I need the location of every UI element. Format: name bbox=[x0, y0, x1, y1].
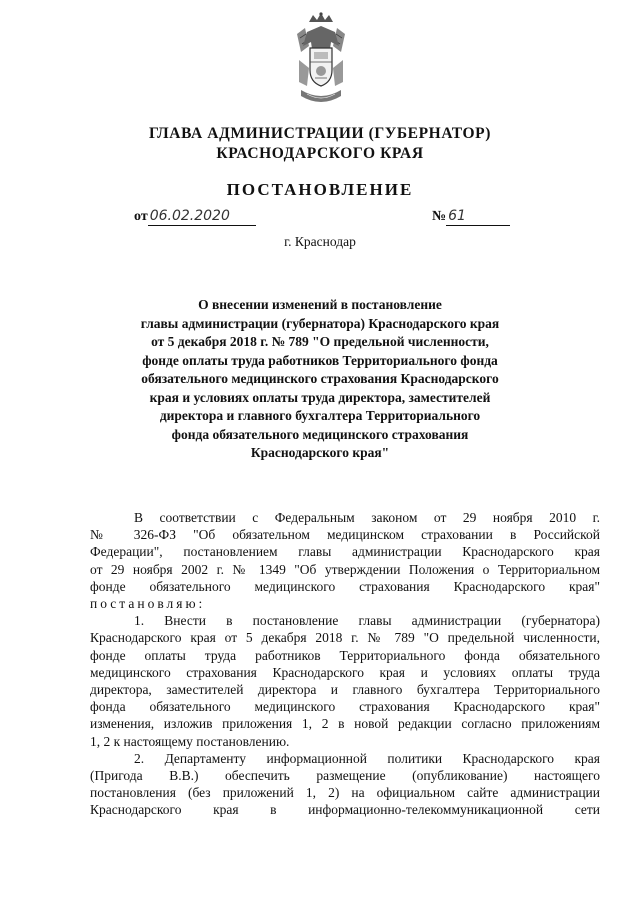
body-line: фонда обязательного медицинского страхования Краснодарского края" bbox=[90, 699, 600, 715]
title-line: фонде оплаты труда работников Территориального фонда bbox=[142, 352, 498, 368]
body-line: от 29 ноября 2002 г. № 1349 "Об утверждении Положения о Территориальном bbox=[90, 561, 600, 577]
body-line: фонде обязательного медицинского страхования Краснодарского края" bbox=[90, 578, 600, 594]
body-line: 1. Внести в постановление главы администрации (губернатора) bbox=[134, 613, 600, 629]
body-line: № 326-ФЗ "Об обязательном медицинском страховании в Российской bbox=[90, 527, 600, 543]
title-line: фонда обязательного медицинского страхования bbox=[171, 426, 469, 442]
body-line: медицинского страхования Краснодарского края и условиях оплаты труда bbox=[90, 664, 600, 680]
body-text bbox=[90, 509, 600, 819]
body-line: 1, 2 к настоящему постановлению. bbox=[90, 733, 290, 749]
date-prefix: от bbox=[134, 209, 148, 224]
handwritten-date: 06.02.2020 bbox=[148, 208, 256, 226]
handwritten-number: 61 bbox=[446, 208, 510, 226]
resolution-word: постановляю: bbox=[90, 596, 206, 612]
number-field bbox=[432, 208, 510, 226]
body-line: Краснодарского края от 5 декабря 2018 г. № 789 "О предельной численности, bbox=[90, 630, 600, 646]
title-line: директора и главного бухгалтера Территориального bbox=[159, 408, 481, 423]
body-line: 2. Департаменту информационной политики Краснодарского края bbox=[134, 750, 600, 766]
body-line: В соответствии с Федеральным законом от 29 ноября 2010 г. bbox=[134, 510, 600, 525]
coat-of-arms-emblem bbox=[291, 12, 351, 108]
resolution-title bbox=[120, 296, 520, 463]
title-line: края и условиях оплаты труда директора, заместителей bbox=[149, 389, 491, 405]
authority-name-line-2: КРАСНОДАРСКОГО КРАЯ bbox=[216, 145, 424, 162]
title-line: от 5 декабря 2018 г. № 789 "О предельной численности, bbox=[151, 334, 489, 349]
body-line: директора, заместителей директора и главного бухгалтера Территориального bbox=[90, 682, 600, 698]
authority-name-line-1: ГЛАВА АДМИНИСТРАЦИИ (ГУБЕРНАТОР) bbox=[149, 125, 491, 142]
body-line: фонде оплаты труда работников Территориального фонда обязательного bbox=[90, 647, 600, 663]
body-line: (Пригода В.В.) обеспечить размещение (опубликование) настоящего bbox=[90, 768, 600, 784]
city-line: г. Краснодар bbox=[284, 234, 356, 249]
title-line: обязательного медицинского страхования Краснодарского bbox=[141, 371, 499, 386]
title-line: Краснодарского края" bbox=[250, 445, 390, 460]
body-line: Краснодарского края в информационно-телекоммуникационной сети bbox=[90, 802, 600, 818]
document-type-heading: ПОСТАНОВЛЕНИЕ bbox=[226, 180, 414, 199]
title-line: главы администрации (губернатора) Краснодарского края bbox=[140, 315, 500, 331]
number-prefix: № bbox=[432, 209, 447, 224]
body-line: изменения, изложив приложения 1, 2 в новой редакции согласно приложениям bbox=[90, 716, 600, 732]
title-line: О внесении изменений в постановление bbox=[198, 297, 442, 312]
date-field bbox=[134, 208, 256, 226]
body-line: Федерации", постановлением главы администрации Краснодарского края bbox=[90, 544, 600, 560]
body-line: постановления (без приложений 1, 2) на официальном сайте администрации bbox=[90, 785, 600, 801]
